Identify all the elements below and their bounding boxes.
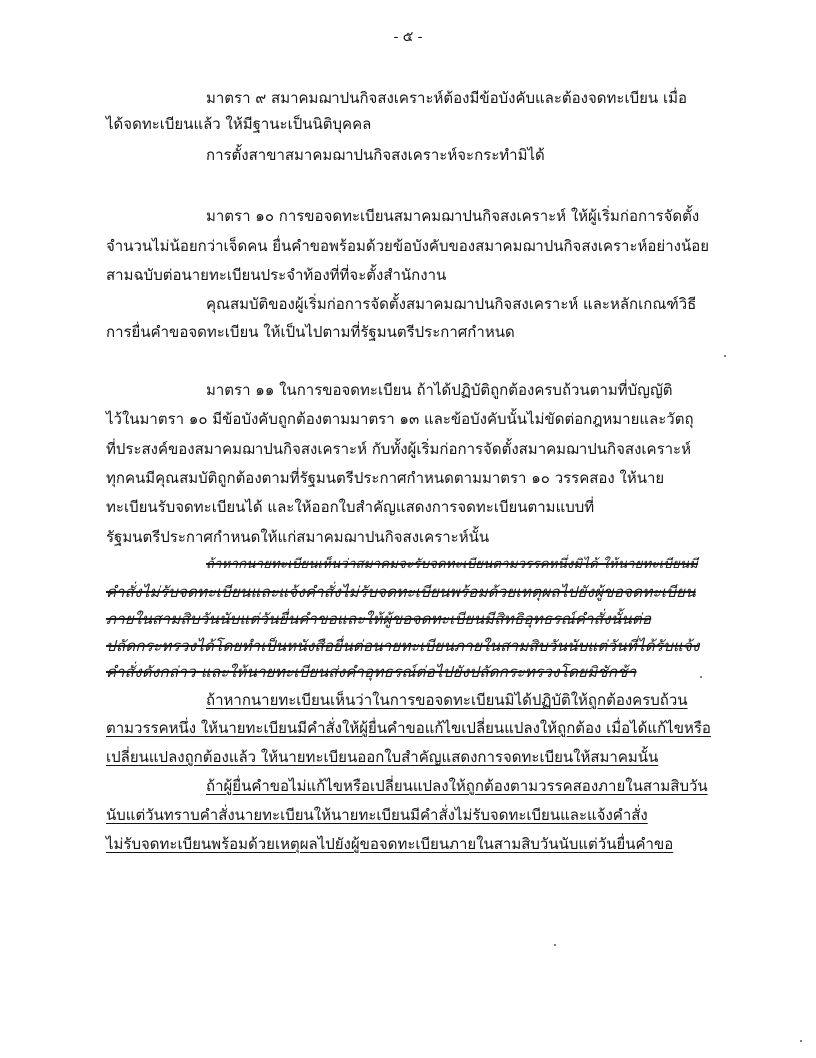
section-11-line-1: มาตรา ๑๑ ในการขอจดทะเบียน ถ้าได้ปฏิบัติถูกต้องครบถ้วนตามที่บัญญัติ [206,381,673,399]
deleted-paragraph-line-5: คำสั่งดังกล่าว และให้นายทะเบียนส่งคำอุทธรณ์ต่อไปยังปลัดกระทรวงโดยมิชักช้า [106,663,637,681]
section-9-line-1: มาตรา ๙ สมาคมฌาปนกิจสงเคราะห์ต้องมีข้อบังคับและต้องจดทะเบียน เมื่อ [206,89,687,107]
section-10-line-5: การยื่นคำขอจดทะเบียน ให้เป็นไปตามที่รัฐมนตรีประกาศกำหนด [106,323,515,341]
scan-speck [554,944,556,946]
deleted-paragraph-line-1: ถ้าหากนายทะเบียนเห็นว่าสมาคมจะรับจดทะเบียนตามวรรคหนึ่งมิได้ ให้นายทะเบียนมี [206,557,699,572]
section-11-line-5: ทะเบียนรับจดทะเบียนได้ และให้ออกใบสำคัญแสดงการจดทะเบียนตามแบบที่ [106,498,595,516]
scan-speck [724,355,726,357]
section-11-line-2: ไว้ในมาตรา ๑๐ มีข้อบังคับถูกต้องตามมาตรา ๑๓ และข้อบังคับนั้นไม่ขัดต่อกฎหมายและวัตถุ [106,410,694,428]
section-10-line-3: สามฉบับต่อนายทะเบียนประจำท้องที่ที่จะตั้งสำนักงาน [106,266,447,284]
section-10-line-2: จำนวนไม่น้อยกว่าเจ็ดคน ยื่นคำขอพร้อมด้วยข้อบังคับของสมาคมฌาปนกิจสงเคราะห์อย่างน้อย [106,237,710,255]
page-number: - ๕ - [393,29,423,45]
amended-paragraph-1-line-1: ถ้าหากนายทะเบียนเห็นว่าในการขอจดทะเบียนมิได้ปฏิบัติให้ถูกต้องครบถ้วน [206,691,688,709]
amended-paragraph-2-line-3: ไม่รับจดทะเบียนพร้อมด้วยเหตุผลไปยังผู้ขอจดทะเบียนภายในสามสิบวันนับแต่วันยื่นคำขอ [106,835,674,853]
amended-paragraph-1-line-2: ตามวรรคหนึ่ง ให้นายทะเบียนมีคำสั่งให้ผู้ยื่นคำขอแก้ไขเปลี่ยนแปลงให้ถูกต้อง เมื่อได้แก้ไขหรือ [106,719,711,737]
section-10-line-1: มาตรา ๑๐ การขอจดทะเบียนสมาคมฌาปนกิจสงเคราะห์ ให้ผู้เริ่มก่อการจัดตั้ง [206,207,700,225]
amended-paragraph-2-line-1: ถ้าผู้ยื่นคำขอไม่แก้ไขหรือเปลี่ยนแปลงให้ถูกต้องตามวรรคสองภายในสามสิบวัน [206,777,708,795]
amended-paragraph-2-line-2: นับแต่วันทราบคำสั่งนายทะเบียนให้นายทะเบียนมีคำสั่งไม่รับจดทะเบียนและแจ้งคำสั่ง [106,806,648,824]
section-9-line-2: ได้จดทะเบียนแล้ว ให้มีฐานะเป็นนิติบุคคล [106,115,372,133]
scan-speck [800,1040,802,1042]
amended-paragraph-1-line-3: เปลี่ยนแปลงถูกต้องแล้ว ให้นายทะเบียนออกใบสำคัญแสดงการจดทะเบียนให้สมาคมนั้น [106,748,659,766]
deleted-paragraph-line-4: ปลัดกระทรวงได้โดยทำเป็นหนังสือยื่นต่อนายทะเบียนภายในสามสิบวันนับแต่วันที่ได้รับแจ้ง [106,637,700,655]
section-10-line-4: คุณสมบัติของผู้เริ่มก่อการจัดตั้งสมาคมฌาปนกิจสงเคราะห์ และหลักเกณฑ์วิธี [206,295,697,313]
deleted-paragraph-line-2: คำสั่งไม่รับจดทะเบียนและแจ้งคำสั่งไม่รับจดทะเบียนพร้อมด้วยเหตุผลไปยังผู้ขอจดทะเบียน [106,583,696,601]
deleted-paragraph-line-3: ภายในสามสิบวันนับแต่วันยื่นคำขอและให้ผู้ขอจดทะเบียนมีสิทธิอุทธรณ์คำสั่งนั้นต่อ [106,610,652,628]
scan-speck [700,676,702,678]
section-11-line-4: ทุกคนมีคุณสมบัติถูกต้องตามที่รัฐมนตรีประกาศกำหนดตามมาตรา ๑๐ วรรคสอง ให้นาย [106,469,665,487]
section-11-line-3: ที่ประสงค์ของสมาคมฌาปนกิจสงเคราะห์ กับทั้งผู้เริ่มก่อการจัดตั้งสมาคมฌาปนกิจสงเคราะห์ [106,440,691,458]
section-9-line-3: การตั้งสาขาสมาคมฌาปนกิจสงเคราะห์จะกระทำมิได้ [206,146,545,164]
section-11-line-6: รัฐมนตรีประกาศกำหนดให้แก่สมาคมฌาปนกิจสงเคราะห์นั้น [106,528,490,546]
